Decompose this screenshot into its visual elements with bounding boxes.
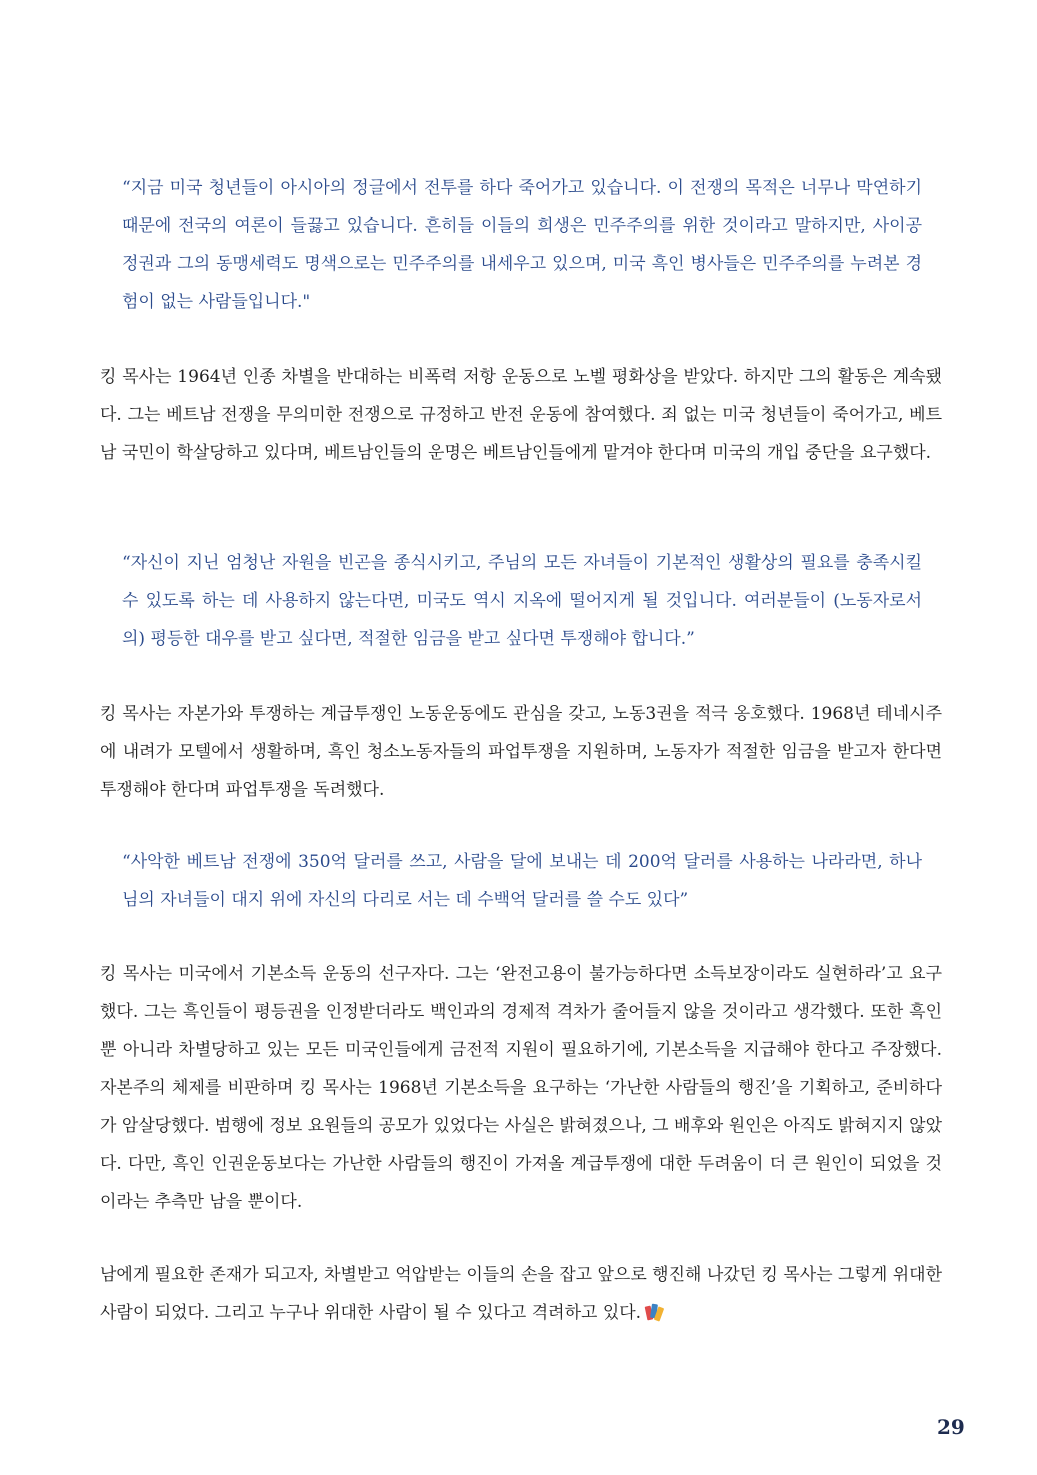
quote-block: “자신이 지닌 엄청난 자원을 빈곤을 종식시키고, 주님의 모든 자녀들이 기본적인 생활상의 필요를 충족시킬 수 있도록 하는 데 사용하지 않는다면, 미국도 역시 지옥에 떨어지게 될 것입니다. 여러분들이 (노동자로서의) 평등한 대우를 받고 싶다면, 적절한 임금을 받고 싶다면 투쟁해야 합니다.” [122,553,922,649]
quote-block: “지금 미국 청년들이 아시아의 정글에서 전투를 하다 죽어가고 있습니다. 이 전쟁의 목적은 너무나 막연하기 때문에 전국의 여론이 들끓고 있습니다. 흔히들 이들의 희생은 민주주의를 위한 것이라고 말하지만, 사이공 정권과 그의 동맹세력도 명색으로는 민주주의를 내세우고 있으며, 미국 흑인 병사들은 민주주의를 누려본 경험이 없는 사람들입니다." [122,178,922,312]
quote-block: “사악한 베트남 전쟁에 350억 달러를 쓰고, 사람을 달에 보내는 데 200억 달러를 사용하는 나라라면, 하나님의 자녀들이 대지 위에 자신의 다리로 서는 데 수백억 달러를 쓸 수도 있다” [122,852,922,910]
closing-text: 남에게 필요한 존재가 되고자, 차별받고 억압받는 이들의 손을 잡고 앞으로 행진해 나갔던 킹 목사는 그렇게 위대한 사람이 되었다. 그리고 누구나 위대한 사람이 될 수 있다고 격려하고 있다. [100,1265,942,1323]
page-number: 29 [937,1415,965,1439]
body-paragraph: 킹 목사는 1964년 인종 차별을 반대하는 비폭력 저항 운동으로 노벨 평화상을 받았다. 하지만 그의 활동은 계속됐다. 그는 베트남 전쟁을 무의미한 전쟁으로 규정하고 반전 운동에 참여했다. 죄 없는 미국 청년들이 죽어가고, 베트남 국민이 학살당하고 있다며, 베트남인들의 운명은 베트남인들에게 맡겨야 한다며 미국의 개입 중단을 요구했다. [100,367,942,463]
book-icon [645,1303,663,1321]
body-paragraph: 킹 목사는 자본가와 투쟁하는 계급투쟁인 노동운동에도 관심을 갖고, 노동3권을 적극 옹호했다. 1968년 테네시주에 내려가 모텔에서 생활하며, 흑인 청소노동자들의 파업투쟁을 지원하며, 노동자가 적절한 임금을 받고자 한다면 투쟁해야 한다며 파업투쟁을 독려했다. [100,704,942,800]
body-paragraph-closing [100,1256,942,1332]
body-paragraph: 킹 목사는 미국에서 기본소득 운동의 선구자다. 그는 ‘완전고용이 불가능하다면 소득보장이라도 실현하라’고 요구했다. 그는 흑인들이 평등권을 인정받더라도 백인과의 경제적 격차가 줄어들지 않을 것이라고 생각했다. 또한 흑인뿐 아니라 차별당하고 있는 모든 미국인들에게 금전적 지원이 필요하기에, 기본소득을 지급해야 한다고 주장했다. 자본주의 체제를 비판하며 킹 목사는 1968년 기본소득을 요구하는 ‘가난한 사람들의 행진’을 기획하고, 준비하다가 암살당했다. 범행에 정보 요원들의 공모가 있었다는 사실은 밝혀졌으나, 그 배후와 원인은 아직도 밝혀지지 않았다. 다만, 흑인 인권운동보다는 가난한 사람들의 행진이 가져올 계급투쟁에 대한 두려움이 더 큰 원인이 되었을 것이라는 추측만 남을 뿐이다. [100,964,942,1212]
